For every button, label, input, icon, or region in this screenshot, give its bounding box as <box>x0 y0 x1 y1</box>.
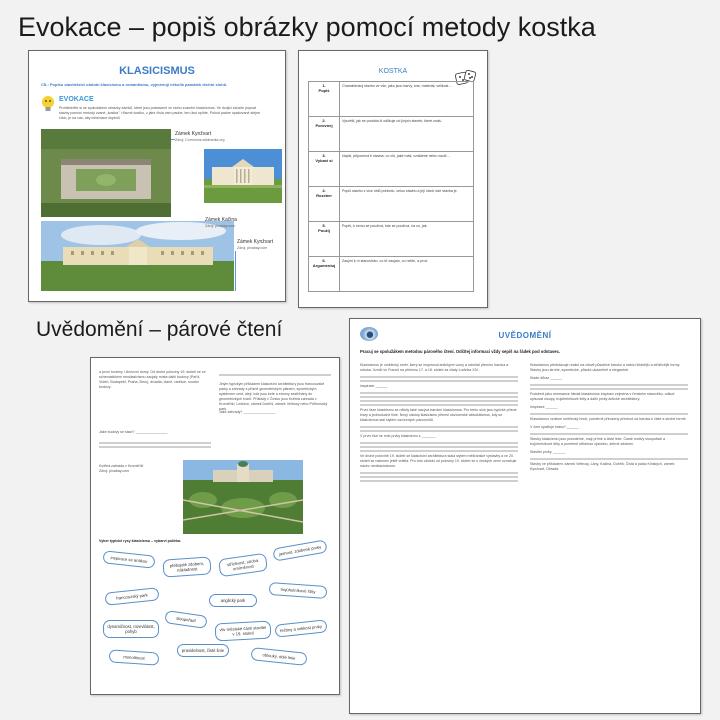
evokace-label: EVOKACE <box>59 96 94 103</box>
trait-chip[interactable]: inspirace se antikou <box>102 550 155 568</box>
row-label: Porovnej <box>315 122 333 128</box>
slide-title: Evokace – popiš obrázky pomocí metody kostka <box>18 12 596 42</box>
trait-chip[interactable]: vliv městské části stavitel v 19. století <box>215 621 272 642</box>
row-text: Vysvětli, jak se podobá či odlišuje od jiných staveb, které znáš. <box>340 117 474 152</box>
question-label: Jaké budovy se staví? <box>99 430 135 434</box>
worksheet-klasicismus-continued <box>90 357 340 695</box>
answer-prompt: Stavitel prvky: ______ <box>530 450 566 454</box>
trait-chip[interactable]: monolitnost <box>109 649 160 665</box>
answer-prompt: Inspirace ______ <box>530 405 558 409</box>
answer-prompt: V první fázi se mísí prvky klasicismu s _______ <box>360 434 436 438</box>
question-label: Jaké zahrady? <box>219 410 243 414</box>
answer-lines <box>99 440 211 450</box>
table-row <box>309 222 474 257</box>
photo-chateau-front <box>204 149 282 203</box>
row-number: 6. <box>322 258 326 263</box>
worksheet-goal: CÍL: Popíšu stavitelství období klasicismu a romantismu, vyjmenuji několik památek těchto slohů. <box>41 82 228 87</box>
row-number: 2. <box>322 118 326 123</box>
trait-chip[interactable]: dynamičnost, rozevlátost, pohyb <box>103 620 159 638</box>
row-text: Popiš, k čemu se používá, kde se používá, na co, jak. <box>340 222 474 257</box>
caption-source: Zdroj: pixabay.com <box>237 246 268 250</box>
row-text: Napiš, připomíná ti stavba, co víš, jaké máš, vzdálené nebo rozdíl… <box>340 152 474 187</box>
row-number: 5. <box>322 223 326 228</box>
trait-chip[interactable]: přebujelé zdobení, nákladnost <box>162 556 211 577</box>
table-row <box>309 187 474 222</box>
trait-chip[interactable]: střízlivost, strohá umírněnost <box>218 553 268 578</box>
question-gardens: Jaké zahrady? ________________ <box>219 410 276 414</box>
trait-chip[interactable]: trojúhelníkové štíty <box>269 582 328 599</box>
caption-source: Zdroj: pixabay.com <box>205 224 236 228</box>
question-buildings: Jaké budovy se staví? ________________ <box>99 430 168 434</box>
row-label: Vybavi si <box>315 157 333 163</box>
trait-chip[interactable]: oblouky, oblé linie <box>250 647 307 666</box>
row-text: Charakterizuj stavbu ve vše, jako jsou barvy, tvar, materiál, velikost… <box>340 82 474 117</box>
paragraph: Podobně jako renesance hledal klasicismus inspiraci zejména v římském starověku, odkud opisoval sloupy, trojúhelníkové štíty a další prvky antické architektury. <box>530 392 675 401</box>
chip-task: Vyber typické rysy klasicismu – vybarvi políčka. <box>99 539 181 543</box>
paragraph: Klasicismus je umělecký směr, který se inspiroval antickými vzory a odmítal přemíru baroka a rokoka. Vznikl ve Francii na přelomu 17. a 18. století za vlády Ludvíka XIV. <box>360 363 509 372</box>
caption-arrow <box>235 251 236 291</box>
table-row <box>309 152 474 187</box>
paragraph: Klasicismus vznikne umělecký hnutí, poměrně přirozený přechod od baroka k čisté a strohé formě. <box>530 417 687 421</box>
photo-caption <box>99 464 179 474</box>
row-label: Popiš <box>318 87 330 93</box>
row-label: Použij <box>318 227 330 233</box>
photo-aerial-chateau <box>41 129 171 217</box>
row-number: 3. <box>322 153 326 158</box>
worksheet-kostka <box>298 50 488 308</box>
trait-chip[interactable]: pravidelnost, čisté linie <box>177 644 229 657</box>
paragraph: Stavby ve příkladem: zámek Veltrusy, Lány, Kačina, Dobříš, Čistá a palác Kinských, zámek Kynžvart, Ohrada. <box>530 462 675 471</box>
answer-line <box>219 372 331 378</box>
worksheet-heading: KLASICISMUS <box>119 65 195 77</box>
photo-chateau-wide <box>41 221 234 291</box>
row-text: Zaujmi k ní stanovisko, co tě zaujalo, co nelíbí, a proč. <box>340 257 474 292</box>
row-label: Argumentuj <box>312 262 336 268</box>
answer-prompt: V čem spatřuje krásu? ______ <box>530 425 579 429</box>
caption-title: Zámek Kynžvart <box>237 239 274 245</box>
trait-chip[interactable]: anglický park <box>209 594 257 607</box>
text-column-left <box>360 363 518 484</box>
text-column-right <box>530 363 688 475</box>
text-column-right: Jiným typickým příkladem klasicistní architektury jsou francouzské parky a zahrady s přísně geometrickým plánem, symetrickým systémem cest, alejí, kde jsou keře a stromy sestříhány do geometrických tvarů. Příklady v Česku jsou Květná zahrada v Kroměříži, Lednice, zámek Dobříš, zámek Veltrusy nebo Průhonický park. <box>219 382 328 411</box>
row-number: 1. <box>322 83 326 88</box>
evokace-instructions: Prohlédněte si se spolužákem obrázky zámků, které jsou postavené ve slohu zvaném klasicismus. Ve dvojici zkusíte popsat stavby pomocí metody zvané „kostka". Hlavně kostku, z jaké čísla vám padne, ten úkol splňte. Pokud padne opakovaně stejné číslo, je na vás, aby informace doplnili. <box>59 106 261 120</box>
table-row <box>309 257 474 292</box>
paragraph: Klasicismus představuje reakci na citově působivé baroko a nabízí klidnější a střízlivější formy. Stavby jsou strohé, symetrické, působí ukázněně a elegantně. <box>530 363 681 372</box>
caption-title: Zámek Kačina <box>205 217 237 223</box>
caption-title: Zámek Kynžvart <box>175 131 212 137</box>
table-row <box>309 82 474 117</box>
row-text: Popiš stavbu z vice úhlů pohledu, celou stavbu a její části, kde stavba je. <box>340 187 474 222</box>
caption-source: Zdroj: pixabay.com <box>99 469 130 473</box>
trait-chip[interactable]: řečtiny a velikost prvky <box>274 619 327 637</box>
section-subtitle: Uvědomění – párové čtení <box>36 318 283 341</box>
answer-prompt: Klade důraz ______ <box>530 376 563 380</box>
paragraph: Ve druhé polovině 19. století se klasicistní architektura stala stylem měšťanské výstavby a ve 20. století se nakonec ještě vrátila. Pro toto období od poloviny 19. století se u českých zemí označuje název neoklasicismus. <box>360 454 517 468</box>
answer-prompt: inspirace ______ <box>360 384 388 388</box>
caption-title: Květná zahrada v Kroměříži <box>99 464 144 468</box>
worksheet-klasicismus <box>28 50 286 302</box>
caption-kynzvart-2 <box>237 239 273 251</box>
uvedomeni-heading: UVĚDOMĚNÍ <box>498 331 552 340</box>
worksheet-uvedomeni <box>349 318 701 714</box>
lightbulb-icon <box>41 95 55 113</box>
uvedomeni-instructions: Pracuj se spolužákem metodou párového čtení. Odčítej informaci vždy sepiš na řádek pod odstavec. <box>360 349 561 354</box>
trait-chip[interactable]: jasnost, zdobené prvky <box>272 539 327 561</box>
trait-chip[interactable]: francouzský park <box>104 587 159 606</box>
text-column-left: a první továrny i činžovní domy. Od druhé poloviny 19. století se ve schematickém neoklasicismu zaujaly místa další budovy (Paříž, Vídeň, Budapešť, Praha, Brno), divadla, lázně, radnice, soudní budovy. <box>99 370 206 389</box>
caption-kacina <box>205 217 237 229</box>
paragraph: První fáze klasicismu se někdy také nazývá barokní klasicismus. Pro tento sloh jsou typické přísné tvary a jednoduché linie. Nový nástup klasicismu přinesl osvícenské absolutismus, kdy se klasicismus stal stylem osvícených panovníků. <box>360 408 517 422</box>
kostka-table <box>308 81 474 292</box>
kostka-heading: KOSTKA <box>378 68 408 75</box>
row-label: Rozeber <box>316 192 332 198</box>
table-row <box>309 117 474 152</box>
paragraph: Stavby klasicismu jsou pravidelné, mají přímé a čisté linie. Časté motivy sloupořadí a trojúhelníkové štíty a poměrně střídmou výzdobu, šetrné zdobení. <box>530 437 666 446</box>
caption-source: Zdroj: Commons.wikimedia.org <box>175 138 225 142</box>
trait-chip[interactable]: sloupořadí <box>164 610 207 629</box>
row-number: 4. <box>322 188 326 193</box>
caption-arrow <box>171 139 175 140</box>
caption-kynzvart-1 <box>175 131 225 143</box>
photo-kvetna-zahrada <box>183 460 303 534</box>
